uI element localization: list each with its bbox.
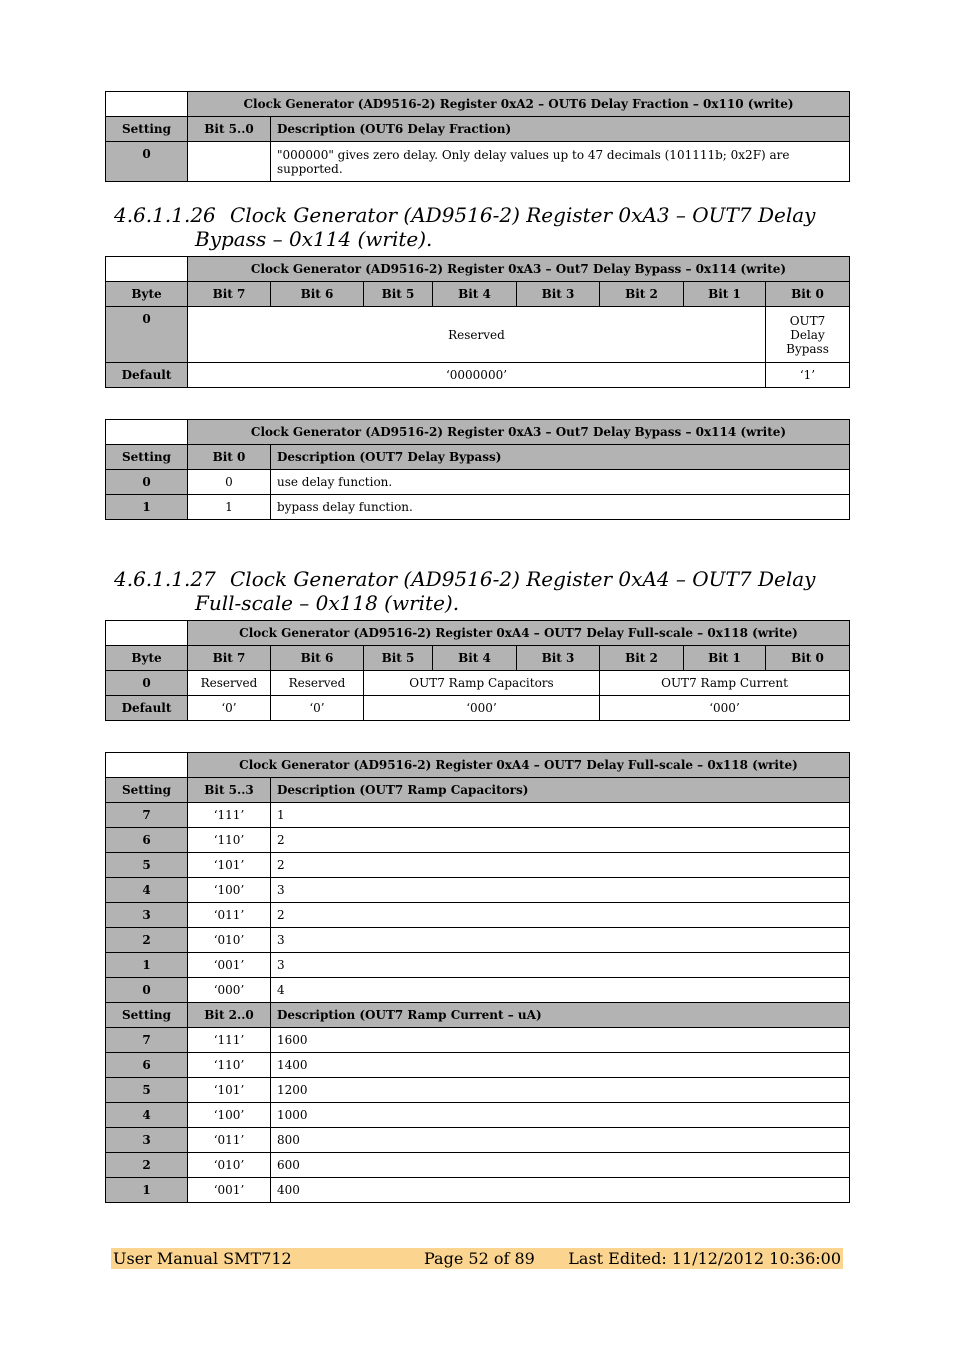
table-corner: [106, 92, 188, 117]
table-row: [106, 828, 850, 853]
table-out7-fullscale-settings: [105, 752, 850, 1203]
footer-manual-title: User Manual SMT712: [113, 1249, 292, 1268]
header-bit: Bit 5..0: [188, 117, 271, 142]
description-cell: 3: [271, 928, 850, 953]
setting-cell: 7: [106, 1028, 188, 1053]
header-bit2: Bit 2: [600, 282, 684, 307]
header-bit0: Bit 0: [766, 646, 850, 671]
table-row: [106, 978, 850, 1003]
table-row: [106, 803, 850, 828]
ramp-capacitors-cell: OUT7 Ramp Capacitors: [364, 671, 600, 696]
description-cell: 3: [271, 953, 850, 978]
bit-cell: ‘111’: [188, 803, 271, 828]
bit0-line2: Delay: [790, 327, 825, 342]
header-bit3: Bit 3: [517, 646, 600, 671]
setting-cell: 0: [106, 470, 188, 495]
table-corner: [106, 621, 188, 646]
ramp-current-cell: OUT7 Ramp Current: [600, 671, 850, 696]
default-label: Default: [106, 696, 188, 721]
header-byte: Byte: [106, 282, 188, 307]
bit-cell: 1: [188, 495, 271, 520]
table-out7-fullscale-bits: [105, 620, 850, 721]
bit-cell: ‘100’: [188, 878, 271, 903]
bit-cell: ‘010’: [188, 1153, 271, 1178]
table-row: [106, 495, 850, 520]
section-title-line1: Clock Generator (AD9516-2) Register 0xA4 – OUT7 Delay: [230, 567, 816, 591]
table-title: Clock Generator (AD9516-2) Register 0xA2 – OUT6 Delay Fraction – 0x110 (write): [188, 92, 850, 117]
footer-page-number: Page 52 of 89: [424, 1249, 535, 1268]
table-row: [106, 470, 850, 495]
description-cell: 2: [271, 828, 850, 853]
setting-cell: 6: [106, 1053, 188, 1078]
bit0-line3: Bypass: [786, 341, 829, 356]
setting-cell: 6: [106, 828, 188, 853]
header-bit6: Bit 6: [271, 282, 364, 307]
table-row: [106, 878, 850, 903]
reserved-cell: Reserved: [188, 307, 766, 363]
bit6-cell: Reserved: [271, 671, 364, 696]
bit-cell: [188, 142, 271, 182]
table-row: [106, 1053, 850, 1078]
bit0-line1: OUT7: [789, 313, 826, 328]
section-number: 4.6.1.1.27: [114, 567, 216, 591]
table-row: [106, 953, 850, 978]
bit-cell: ‘000’: [188, 978, 271, 1003]
table-out7-bypass-bits: [105, 256, 850, 388]
header-setting: Setting: [106, 445, 188, 470]
table-row: [106, 928, 850, 953]
table-corner: [106, 257, 188, 282]
default-bit0: ‘1’: [766, 363, 850, 388]
header-bit6: Bit 6: [271, 646, 364, 671]
description-cell: 1400: [271, 1053, 850, 1078]
setting-cell: 4: [106, 878, 188, 903]
header-setting: Setting: [106, 117, 188, 142]
header-bit: Bit 0: [188, 445, 271, 470]
header-bit4: Bit 4: [433, 282, 517, 307]
description-cell: 1000: [271, 1103, 850, 1128]
bit-cell: ‘001’: [188, 953, 271, 978]
default-bit7: ‘0’: [188, 696, 271, 721]
header-bit1: Bit 1: [684, 282, 766, 307]
table-corner: [106, 753, 188, 778]
setting-cell: 4: [106, 1103, 188, 1128]
page-footer: [111, 1248, 843, 1269]
section-title-line2: Full-scale – 0x118 (write).: [195, 591, 460, 615]
bit-cell: 0: [188, 470, 271, 495]
header-bit5: Bit 5: [364, 282, 433, 307]
footer-last-edited: Last Edited: 11/12/2012 10:36:00: [568, 1249, 841, 1268]
header-setting: Setting: [106, 1003, 188, 1028]
byte-0-label: 0: [106, 307, 188, 363]
description-cell: 1: [271, 803, 850, 828]
header-description: Description (OUT7 Ramp Current – uA): [271, 1003, 850, 1028]
table-title: Clock Generator (AD9516-2) Register 0xA3 – Out7 Delay Bypass – 0x114 (write): [188, 257, 850, 282]
default-bit6: ‘0’: [271, 696, 364, 721]
description-cell: use delay function.: [271, 470, 850, 495]
header-setting: Setting: [106, 778, 188, 803]
description-cell: 600: [271, 1153, 850, 1178]
description-cell: 2: [271, 853, 850, 878]
header-description: Description (OUT7 Ramp Capacitors): [271, 778, 850, 803]
description-cell: "000000" gives zero delay. Only delay values up to 47 decimals (101111b; 0x2F) are supported.: [271, 142, 850, 182]
setting-cell: 1: [106, 1178, 188, 1203]
setting-cell: 3: [106, 903, 188, 928]
setting-cell: 2: [106, 1153, 188, 1178]
bit-cell: ‘100’: [188, 1103, 271, 1128]
table-row: [106, 1103, 850, 1128]
setting-cell: 3: [106, 1128, 188, 1153]
table-row: [106, 903, 850, 928]
default-current: ‘000’: [600, 696, 850, 721]
table-corner: [106, 420, 188, 445]
default-reserved: ‘0000000’: [188, 363, 766, 388]
header-byte: Byte: [106, 646, 188, 671]
table-out6-delay-fraction: [105, 91, 850, 182]
description-cell: 1600: [271, 1028, 850, 1053]
header-bit5: Bit 5: [364, 646, 433, 671]
header-description: Description (OUT7 Delay Bypass): [271, 445, 850, 470]
header-description: Description (OUT6 Delay Fraction): [271, 117, 850, 142]
bit-cell: ‘110’: [188, 1053, 271, 1078]
table-title: Clock Generator (AD9516-2) Register 0xA4 – OUT7 Delay Full-scale – 0x118 (write): [188, 621, 850, 646]
bit-cell: ‘011’: [188, 903, 271, 928]
description-cell: bypass delay function.: [271, 495, 850, 520]
header-bit: Bit 2..0: [188, 1003, 271, 1028]
bit0-cell: [766, 307, 850, 363]
setting-cell: 7: [106, 803, 188, 828]
bit-cell: ‘101’: [188, 853, 271, 878]
header-bit4: Bit 4: [433, 646, 517, 671]
table-row: [106, 1128, 850, 1153]
bit-cell: ‘010’: [188, 928, 271, 953]
description-cell: 1200: [271, 1078, 850, 1103]
section-title-line1: Clock Generator (AD9516-2) Register 0xA3 – OUT7 Delay: [230, 203, 816, 227]
table-out7-bypass-settings: [105, 419, 850, 520]
table-row: [106, 1153, 850, 1178]
setting-cell: 5: [106, 1078, 188, 1103]
description-cell: 400: [271, 1178, 850, 1203]
header-bit7: Bit 7: [188, 646, 271, 671]
bit-cell: ‘101’: [188, 1078, 271, 1103]
table-row: [106, 1078, 850, 1103]
header-bit1: Bit 1: [684, 646, 766, 671]
header-bit3: Bit 3: [517, 282, 600, 307]
section-heading-26: [114, 203, 815, 251]
bit7-cell: Reserved: [188, 671, 271, 696]
header-bit7: Bit 7: [188, 282, 271, 307]
default-label: Default: [106, 363, 188, 388]
description-cell: 3: [271, 878, 850, 903]
setting-cell: 0: [106, 142, 188, 182]
description-cell: 800: [271, 1128, 850, 1153]
setting-cell: 0: [106, 978, 188, 1003]
bit-cell: ‘001’: [188, 1178, 271, 1203]
default-capacitors: ‘000’: [364, 696, 600, 721]
section-title-line2: Bypass – 0x114 (write).: [195, 227, 433, 251]
description-cell: 2: [271, 903, 850, 928]
table-row: [106, 1028, 850, 1053]
section-number: 4.6.1.1.26: [114, 203, 216, 227]
section-heading-27: [114, 567, 815, 615]
setting-cell: 5: [106, 853, 188, 878]
table-title: Clock Generator (AD9516-2) Register 0xA4 – OUT7 Delay Full-scale – 0x118 (write): [188, 753, 850, 778]
bit-cell: ‘111’: [188, 1028, 271, 1053]
setting-cell: 1: [106, 495, 188, 520]
table-title: Clock Generator (AD9516-2) Register 0xA3 – Out7 Delay Bypass – 0x114 (write): [188, 420, 850, 445]
byte-0-label: 0: [106, 671, 188, 696]
setting-cell: 1: [106, 953, 188, 978]
description-cell: 4: [271, 978, 850, 1003]
header-bit2: Bit 2: [600, 646, 684, 671]
header-bit0: Bit 0: [766, 282, 850, 307]
table-row: [106, 1178, 850, 1203]
bit-cell: ‘110’: [188, 828, 271, 853]
bit-cell: ‘011’: [188, 1128, 271, 1153]
table-row: [106, 853, 850, 878]
setting-cell: 2: [106, 928, 188, 953]
header-bit: Bit 5..3: [188, 778, 271, 803]
